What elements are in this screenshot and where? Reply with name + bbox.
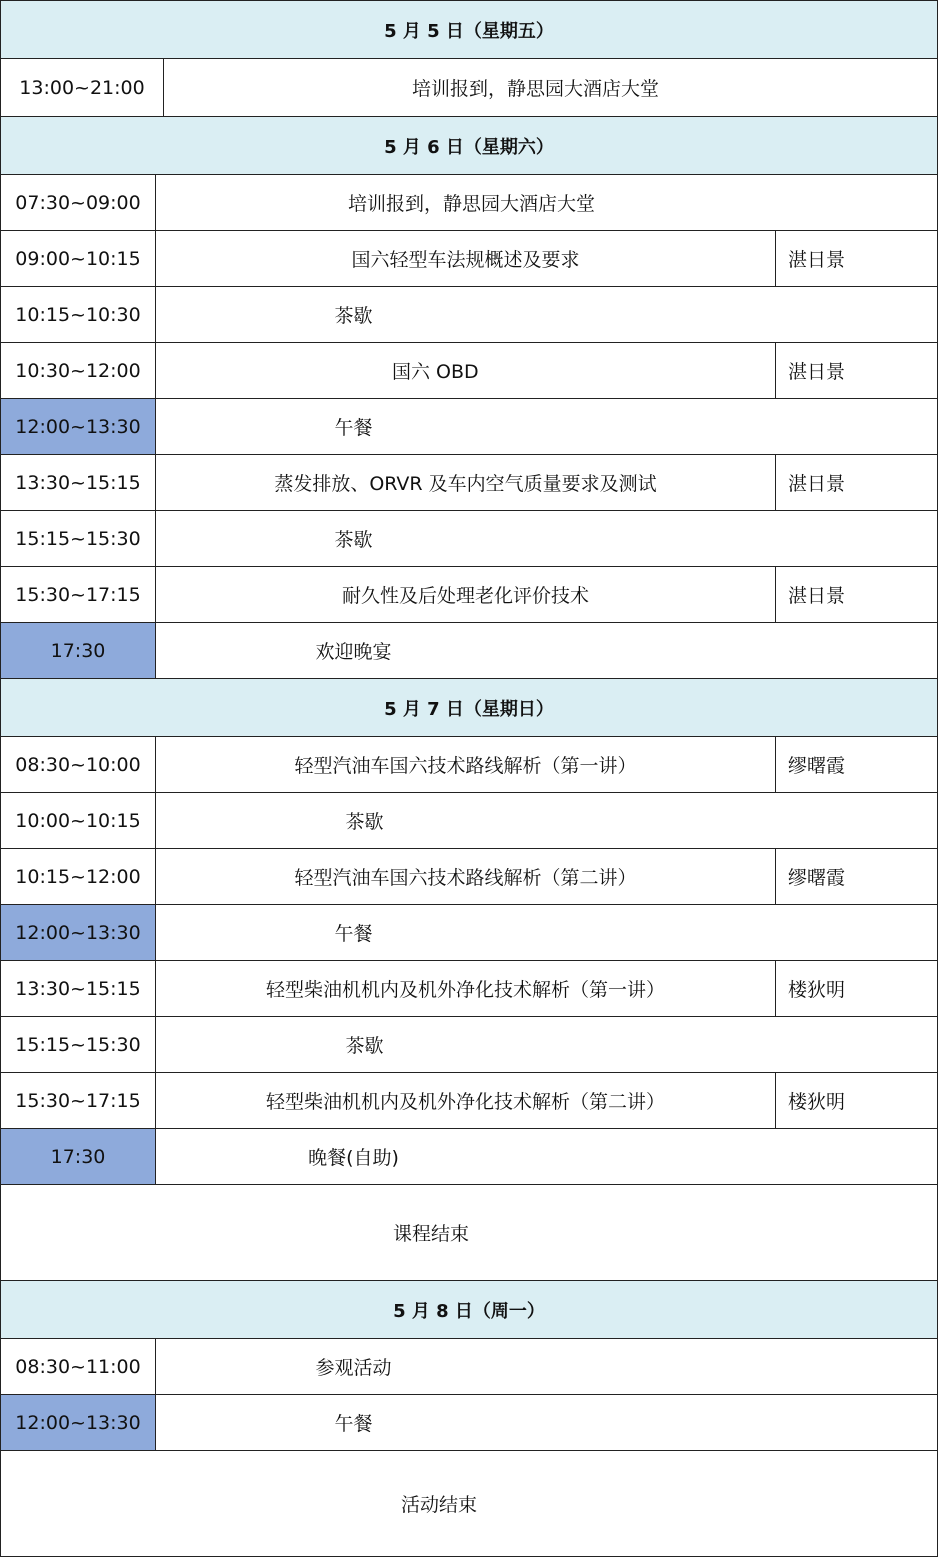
- event-cell: 耐久性及后处理老化评价技术: [156, 567, 776, 622]
- event-cell: 轻型柴油机机内及机外净化技术解析（第二讲）: [156, 1073, 776, 1128]
- event-cell: [156, 1339, 937, 1394]
- event-text: 茶歇: [345, 1035, 384, 1057]
- event-cell: 国六轻型车法规概述及要求: [156, 231, 776, 286]
- event-cell: 轻型汽油车国六技术路线解析（第二讲）: [156, 849, 776, 904]
- time-cell: 10:30~12:00: [1, 343, 156, 398]
- event-text: 培训报到，静思园大酒店大堂: [347, 193, 595, 215]
- event-cell: [156, 1017, 937, 1072]
- schedule-row: [0, 905, 938, 961]
- time-cell: 15:15~15:30: [1, 1017, 156, 1072]
- time-cell: 15:30~17:15: [1, 1073, 156, 1128]
- event-text: 午餐: [334, 1413, 373, 1435]
- time-cell: 08:30~10:00: [1, 737, 156, 792]
- schedule-row: [0, 567, 938, 623]
- event-cell: [156, 399, 937, 454]
- time-cell: 12:00~13:30: [1, 905, 156, 960]
- speaker-cell: 楼狄明: [788, 979, 846, 1001]
- event-cell: [156, 1129, 937, 1184]
- schedule-row: [0, 59, 938, 117]
- speaker-cell: 湛日景: [788, 249, 846, 271]
- speaker-cell: 湛日景: [788, 361, 846, 383]
- schedule-row: [0, 1017, 938, 1073]
- schedule-row: [0, 623, 938, 679]
- time-cell: 12:00~13:30: [1, 1395, 156, 1450]
- event-text: 茶歇: [334, 305, 373, 327]
- speaker-cell: 湛日景: [788, 473, 846, 495]
- event-text: 欢迎晚宴: [315, 641, 392, 663]
- event-cell: [156, 287, 937, 342]
- schedule-row: [0, 849, 938, 905]
- event-cell: [156, 1395, 937, 1450]
- schedule-row: [0, 1395, 938, 1451]
- schedule-row: [0, 343, 938, 399]
- event-cell: [156, 511, 937, 566]
- event-cell: [156, 905, 937, 960]
- schedule-row: [0, 399, 938, 455]
- event-cell: 国六 OBD: [156, 343, 776, 398]
- time-cell: 17:30: [1, 1129, 156, 1184]
- event-cell: [156, 793, 937, 848]
- time-cell: 17:30: [1, 623, 156, 678]
- section-end: [0, 1451, 938, 1557]
- time-cell: 15:15~15:30: [1, 511, 156, 566]
- speaker-cell: 楼狄明: [788, 1091, 846, 1113]
- time-cell: 13:00~21:00: [1, 59, 164, 116]
- end-text: 课程结束: [392, 1223, 469, 1245]
- schedule-row: [0, 511, 938, 567]
- end-text: 活动结束: [400, 1494, 477, 1516]
- time-cell: 13:30~15:15: [1, 961, 156, 1016]
- event-text: 晚餐(自助): [308, 1147, 399, 1169]
- time-cell: 12:00~13:30: [1, 399, 156, 454]
- event-text: 茶歇: [334, 529, 373, 551]
- schedule-row: [0, 175, 938, 231]
- schedule-row: [0, 1129, 938, 1185]
- time-cell: 07:30~09:00: [1, 175, 156, 230]
- time-cell: 10:15~10:30: [1, 287, 156, 342]
- time-cell: 10:00~10:15: [1, 793, 156, 848]
- event-text: 培训报到，静思园大酒店大堂: [411, 78, 659, 100]
- event-cell: [156, 175, 937, 230]
- day-header: 5 月 5 日（星期五）: [0, 0, 938, 59]
- event-text: 午餐: [334, 417, 373, 439]
- day-header: 5 月 8 日（周一）: [0, 1281, 938, 1339]
- schedule-row: [0, 961, 938, 1017]
- schedule-row: [0, 231, 938, 287]
- speaker-cell: 缪曙霞: [788, 867, 846, 889]
- day-header: 5 月 6 日（星期六）: [0, 117, 938, 175]
- schedule-row: [0, 287, 938, 343]
- event-cell: 轻型柴油机机内及机外净化技术解析（第一讲）: [156, 961, 776, 1016]
- schedule-row: [0, 737, 938, 793]
- schedule-row: [0, 455, 938, 511]
- speaker-cell: 缪曙霞: [788, 755, 846, 777]
- event-cell: 轻型汽油车国六技术路线解析（第一讲）: [156, 737, 776, 792]
- day-header: 5 月 7 日（星期日）: [0, 679, 938, 737]
- event-text: 参观活动: [315, 1357, 392, 1379]
- event-cell: [156, 623, 937, 678]
- time-cell: 10:15~12:00: [1, 849, 156, 904]
- speaker-cell: 湛日景: [788, 585, 846, 607]
- time-cell: 08:30~11:00: [1, 1339, 156, 1394]
- section-end: [0, 1185, 938, 1281]
- event-text: 午餐: [334, 923, 373, 945]
- time-cell: 13:30~15:15: [1, 455, 156, 510]
- schedule-row: [0, 793, 938, 849]
- event-cell: [164, 59, 937, 116]
- schedule-row: [0, 1073, 938, 1129]
- schedule-row: [0, 1339, 938, 1395]
- event-text: 茶歇: [345, 811, 384, 833]
- time-cell: 15:30~17:15: [1, 567, 156, 622]
- event-cell: 蒸发排放、ORVR 及车内空气质量要求及测试: [156, 455, 776, 510]
- time-cell: 09:00~10:15: [1, 231, 156, 286]
